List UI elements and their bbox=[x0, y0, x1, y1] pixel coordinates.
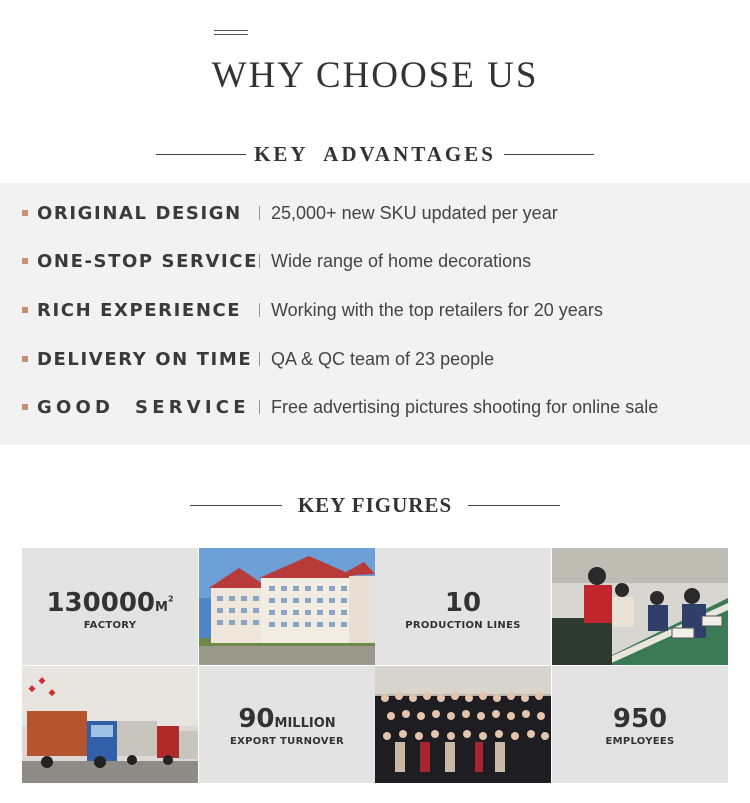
stat-value: 90MILLION bbox=[238, 704, 336, 734]
advantages-heading bbox=[0, 140, 750, 167]
divider bbox=[259, 303, 260, 317]
advantage-description: Working with the top retailers for 20 years bbox=[271, 299, 603, 320]
advantage-name: ORIGINAL DESIGN bbox=[37, 202, 242, 224]
square-bullet-icon bbox=[22, 307, 28, 313]
stat-employees bbox=[552, 666, 728, 783]
stat-label: EMPLOYEES bbox=[605, 736, 675, 747]
advantage-description: 25,000+ new SKU updated per year bbox=[271, 202, 558, 223]
advantage-name: RICH EXPERIENCE bbox=[37, 299, 242, 321]
advantage-name: DELIVERY ON TIME bbox=[37, 348, 253, 370]
heading-rule-right bbox=[468, 505, 560, 506]
square-bullet-icon bbox=[22, 258, 28, 264]
advantage-item bbox=[22, 344, 494, 374]
stat-value: $130000M^2$ bbox=[46, 588, 174, 618]
figures-heading-text: KEY FIGURES bbox=[297, 492, 453, 517]
key-figures-grid bbox=[22, 548, 728, 783]
decorative-double-line bbox=[214, 30, 248, 38]
advantages-heading-text: KEY ADVANTAGES bbox=[254, 141, 496, 166]
divider bbox=[259, 206, 260, 220]
advantage-item bbox=[22, 295, 603, 325]
advantage-name: GOOD SERVICE bbox=[37, 396, 250, 418]
delivery-trucks-photo bbox=[22, 666, 198, 783]
stat-value: 10 bbox=[444, 588, 482, 618]
divider bbox=[259, 352, 260, 366]
stat-label: FACTORY bbox=[83, 620, 137, 631]
production-line-photo bbox=[552, 548, 728, 665]
heading-rule-right bbox=[504, 154, 594, 155]
stat-label: PRODUCTION LINES bbox=[405, 620, 521, 631]
stat-value: 950 bbox=[612, 704, 668, 734]
factory-building-photo bbox=[199, 548, 375, 665]
divider bbox=[259, 254, 260, 268]
stat-factory bbox=[22, 548, 198, 665]
heading-rule-left bbox=[156, 154, 246, 155]
advantage-description: Wide range of home decorations bbox=[271, 250, 532, 271]
stat-export-turnover bbox=[199, 666, 375, 783]
advantage-description: Free advertising pictures shooting for online sale bbox=[271, 396, 659, 417]
square-bullet-icon bbox=[22, 356, 28, 362]
advantage-item bbox=[22, 198, 558, 228]
page-title: WHY CHOOSE US bbox=[211, 55, 539, 96]
advantage-item bbox=[22, 392, 658, 422]
team-group-photo bbox=[375, 666, 551, 783]
advantages-panel bbox=[0, 183, 750, 445]
advantage-description: QA & QC team of 23 people bbox=[271, 348, 495, 369]
heading-rule-left bbox=[190, 505, 282, 506]
stat-production-lines bbox=[375, 548, 551, 665]
figures-heading bbox=[0, 491, 750, 518]
square-bullet-icon bbox=[22, 210, 28, 216]
square-bullet-icon bbox=[22, 404, 28, 410]
divider bbox=[259, 400, 260, 414]
advantage-name: ONE-STOP SERVICE bbox=[37, 250, 258, 272]
advantage-item bbox=[22, 246, 531, 276]
stat-label: EXPORT TURNOVER bbox=[230, 736, 344, 747]
